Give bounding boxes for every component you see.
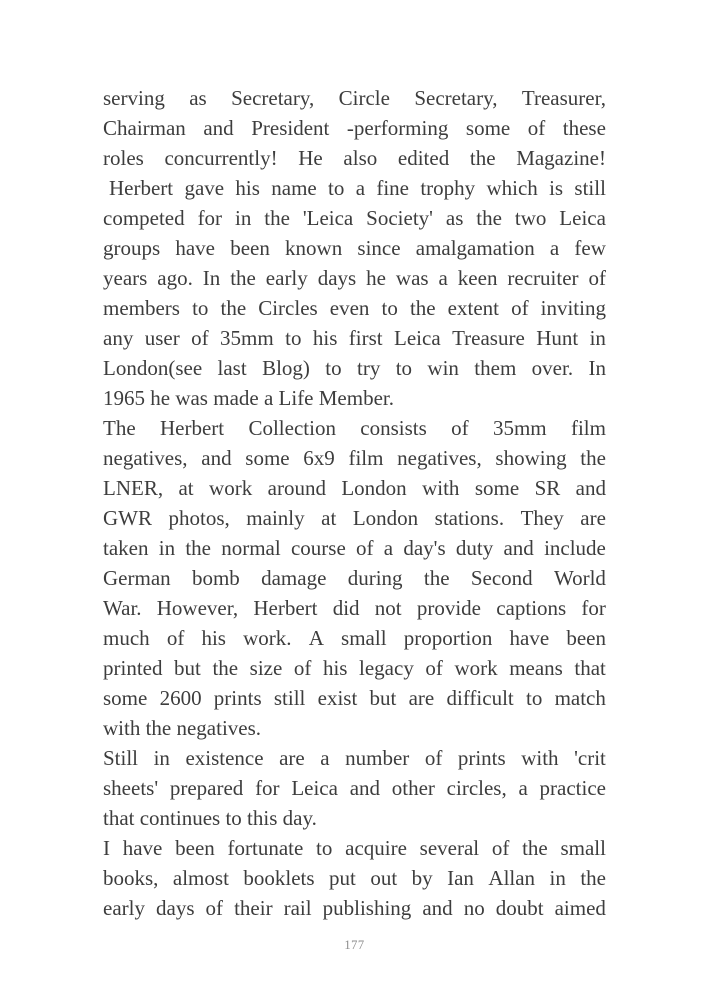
text-line bbox=[103, 893, 606, 923]
word: size bbox=[249, 656, 283, 680]
word: been bbox=[566, 626, 606, 650]
word: at bbox=[321, 506, 337, 530]
word: work. bbox=[243, 626, 292, 650]
word: did bbox=[332, 596, 360, 620]
word: Circle bbox=[338, 86, 390, 110]
word: the bbox=[580, 866, 606, 890]
word: early bbox=[265, 266, 308, 290]
word: of bbox=[424, 746, 443, 770]
word: last bbox=[217, 356, 247, 380]
word: but bbox=[369, 686, 397, 710]
word: his bbox=[235, 176, 260, 200]
word: day's bbox=[403, 536, 446, 560]
page-number: 177 bbox=[344, 938, 365, 952]
word: damage bbox=[261, 566, 327, 590]
word: a bbox=[383, 536, 394, 560]
word: win bbox=[427, 356, 459, 380]
word: President bbox=[251, 116, 330, 140]
text-line bbox=[103, 773, 606, 803]
word: which bbox=[486, 176, 538, 200]
word: small bbox=[560, 836, 606, 860]
word: Ian bbox=[447, 866, 474, 890]
word: exist bbox=[317, 686, 358, 710]
word: of bbox=[293, 656, 312, 680]
word: several bbox=[419, 836, 480, 860]
word: for bbox=[197, 206, 223, 230]
text-line bbox=[103, 683, 606, 713]
word: -performing bbox=[346, 116, 449, 140]
word: other bbox=[391, 776, 435, 800]
word: the bbox=[469, 146, 496, 170]
word: gave bbox=[184, 176, 225, 200]
word: negatives, bbox=[397, 446, 482, 470]
word: user bbox=[144, 326, 180, 350]
word: the bbox=[220, 296, 247, 320]
word: In bbox=[202, 266, 221, 290]
word: showing bbox=[495, 446, 567, 470]
word: taken bbox=[103, 536, 149, 560]
word: acquire bbox=[345, 836, 407, 860]
word: Leica bbox=[394, 326, 441, 350]
word: Leica bbox=[559, 206, 606, 230]
word: the bbox=[580, 446, 606, 470]
word: Society' bbox=[366, 206, 433, 230]
text-line bbox=[103, 833, 606, 863]
word: legacy bbox=[359, 656, 414, 680]
word: extent bbox=[447, 296, 499, 320]
word: have bbox=[509, 626, 550, 650]
word: but bbox=[174, 656, 201, 680]
word: German bbox=[103, 566, 171, 590]
word: concurrently! bbox=[164, 146, 278, 170]
word: publishing bbox=[322, 896, 412, 920]
word: years bbox=[103, 266, 148, 290]
word: in bbox=[589, 326, 606, 350]
word: the bbox=[230, 266, 256, 290]
word: 2600 bbox=[159, 686, 202, 710]
text-line: 1965 he was made a Life Member. bbox=[103, 386, 394, 410]
word: of bbox=[356, 536, 374, 560]
word: sheets' bbox=[103, 776, 159, 800]
word: prepared bbox=[169, 776, 244, 800]
word: are bbox=[580, 506, 606, 530]
word: days bbox=[156, 896, 195, 920]
word: Still bbox=[103, 746, 139, 770]
word: consists bbox=[360, 416, 427, 440]
word: for bbox=[581, 596, 606, 620]
word: match bbox=[554, 686, 606, 710]
word: was bbox=[395, 266, 429, 290]
word: Hunt bbox=[536, 326, 579, 350]
word: known bbox=[285, 236, 343, 260]
word: to bbox=[285, 326, 302, 350]
word: Treasure bbox=[452, 326, 525, 350]
word: Magazine! bbox=[516, 146, 606, 170]
word: the bbox=[264, 206, 290, 230]
word: of bbox=[511, 296, 529, 320]
word: no bbox=[463, 896, 485, 920]
word: London bbox=[352, 506, 419, 530]
word: been bbox=[175, 836, 215, 860]
word: to bbox=[325, 356, 342, 380]
word: a bbox=[549, 236, 560, 260]
word: LNER, bbox=[103, 476, 164, 500]
word: two bbox=[514, 206, 547, 230]
word: 35mm bbox=[492, 416, 547, 440]
word: work bbox=[454, 656, 498, 680]
word: photos, bbox=[168, 506, 230, 530]
text-line: with the negatives. bbox=[103, 716, 262, 740]
word: work bbox=[209, 476, 253, 500]
word: aimed bbox=[554, 896, 606, 920]
word: and bbox=[349, 776, 381, 800]
word: a bbox=[438, 266, 448, 290]
word: almost bbox=[172, 866, 229, 890]
text-line bbox=[103, 323, 606, 353]
text-line bbox=[103, 863, 606, 893]
word: with bbox=[521, 746, 559, 770]
word: a bbox=[355, 176, 366, 200]
word: Treasurer, bbox=[521, 86, 606, 110]
word: the bbox=[476, 206, 502, 230]
word: Secretary, bbox=[231, 86, 315, 110]
word: prints bbox=[457, 746, 506, 770]
word: to bbox=[395, 356, 413, 380]
word: of bbox=[191, 326, 209, 350]
word: of bbox=[166, 626, 185, 650]
word: the bbox=[409, 296, 436, 320]
text-line bbox=[103, 293, 606, 323]
word: by bbox=[411, 866, 433, 890]
word: Secretary, bbox=[414, 86, 498, 110]
word: Herbert bbox=[109, 176, 174, 200]
word: over. bbox=[531, 356, 574, 380]
word: of bbox=[425, 656, 443, 680]
word: the bbox=[185, 536, 211, 560]
word: of bbox=[588, 266, 606, 290]
word: in bbox=[549, 866, 566, 890]
word: a bbox=[320, 746, 330, 770]
word: I bbox=[103, 836, 110, 860]
word: of bbox=[527, 116, 546, 140]
text-line bbox=[103, 233, 606, 263]
text-line: that continues to this day. bbox=[103, 806, 317, 830]
word: Herbert bbox=[253, 596, 318, 620]
word: inviting bbox=[540, 296, 606, 320]
word: small bbox=[341, 626, 387, 650]
text-line bbox=[103, 353, 606, 383]
word: in bbox=[158, 536, 176, 560]
word: ago. bbox=[157, 266, 193, 290]
text-line bbox=[103, 203, 606, 233]
word: his bbox=[312, 326, 338, 350]
word: of bbox=[451, 416, 469, 440]
word: edited bbox=[397, 146, 450, 170]
word: of bbox=[491, 836, 510, 860]
word: competed bbox=[103, 206, 185, 230]
word: that bbox=[574, 656, 606, 680]
word: and bbox=[503, 536, 534, 560]
word: rail bbox=[283, 896, 312, 920]
word: 'crit bbox=[574, 746, 606, 770]
word: some bbox=[245, 446, 290, 470]
word: London bbox=[341, 476, 407, 500]
text-line bbox=[103, 113, 606, 143]
word: They bbox=[520, 506, 564, 530]
word: are bbox=[408, 686, 435, 710]
word: SR bbox=[534, 476, 561, 500]
word: keen bbox=[457, 266, 498, 290]
word: first bbox=[348, 326, 383, 350]
word: not bbox=[374, 596, 402, 620]
word: The bbox=[103, 416, 136, 440]
word: some bbox=[474, 476, 520, 500]
word: provide bbox=[416, 596, 481, 620]
word: out bbox=[370, 866, 398, 890]
word: War. bbox=[103, 596, 142, 620]
word: number bbox=[345, 746, 410, 770]
word: a bbox=[518, 776, 528, 800]
word: as bbox=[445, 206, 464, 230]
word: books, bbox=[103, 866, 159, 890]
word: of bbox=[205, 896, 224, 920]
word: amalgamation bbox=[415, 236, 535, 260]
word: A bbox=[308, 626, 324, 650]
word: also bbox=[343, 146, 378, 170]
text-line bbox=[103, 623, 606, 653]
word: include bbox=[544, 536, 606, 560]
word: GWR bbox=[103, 506, 152, 530]
word: normal bbox=[221, 536, 281, 560]
word: days bbox=[317, 266, 357, 290]
text-line bbox=[103, 413, 606, 443]
word: Blog) bbox=[262, 356, 310, 380]
word: recruiter bbox=[507, 266, 579, 290]
word: with bbox=[422, 476, 460, 500]
word: proportion bbox=[403, 626, 493, 650]
text-line bbox=[103, 503, 606, 533]
word: trophy bbox=[420, 176, 476, 200]
word: to bbox=[381, 296, 398, 320]
word: he bbox=[366, 266, 386, 290]
word: the bbox=[212, 656, 239, 680]
word: serving bbox=[103, 86, 165, 110]
text-block bbox=[103, 83, 606, 923]
word: negatives, bbox=[103, 446, 188, 470]
word: and bbox=[203, 116, 234, 140]
word: bomb bbox=[191, 566, 240, 590]
word: 35mm bbox=[220, 326, 274, 350]
word: Allan bbox=[488, 866, 536, 890]
word: to bbox=[525, 686, 543, 710]
word: few bbox=[574, 236, 606, 260]
word: as bbox=[189, 86, 207, 110]
word: booklets bbox=[243, 866, 315, 890]
word: to bbox=[328, 176, 345, 200]
word: mainly bbox=[246, 506, 305, 530]
word: much bbox=[103, 626, 150, 650]
word: them bbox=[474, 356, 517, 380]
word: fine bbox=[376, 176, 409, 200]
text-line bbox=[103, 563, 606, 593]
word: film bbox=[570, 416, 606, 440]
word: captions bbox=[496, 596, 567, 620]
word: these bbox=[562, 116, 606, 140]
word: for bbox=[255, 776, 280, 800]
word: have bbox=[122, 836, 163, 860]
word: Circles bbox=[258, 296, 318, 320]
word: In bbox=[588, 356, 606, 380]
word: means bbox=[509, 656, 563, 680]
word: Collection bbox=[248, 416, 336, 440]
word: existence bbox=[185, 746, 264, 770]
word: in bbox=[153, 746, 170, 770]
word: Herbert bbox=[159, 416, 225, 440]
word: try bbox=[357, 356, 381, 380]
word: circles, bbox=[446, 776, 507, 800]
word: around bbox=[267, 476, 326, 500]
word: some bbox=[465, 116, 511, 140]
word: and bbox=[575, 476, 606, 500]
word: He bbox=[298, 146, 323, 170]
word: since bbox=[357, 236, 401, 260]
word: even bbox=[329, 296, 370, 320]
word: practice bbox=[539, 776, 606, 800]
word: some bbox=[103, 686, 148, 710]
text-line bbox=[103, 743, 606, 773]
word: and bbox=[201, 446, 232, 470]
text-line bbox=[103, 443, 606, 473]
word: been bbox=[230, 236, 270, 260]
word: Second bbox=[470, 566, 533, 590]
word: Leica bbox=[291, 776, 338, 800]
word: name bbox=[271, 176, 317, 200]
word: to bbox=[316, 836, 333, 860]
text-line bbox=[103, 593, 606, 623]
word: groups bbox=[103, 236, 161, 260]
word: put bbox=[329, 866, 356, 890]
word: his bbox=[322, 656, 348, 680]
word: 'Leica bbox=[302, 206, 354, 230]
word: However, bbox=[156, 596, 239, 620]
word: early bbox=[103, 896, 145, 920]
text-line bbox=[103, 263, 606, 293]
word: the bbox=[522, 836, 548, 860]
word: film bbox=[348, 446, 384, 470]
word: duty bbox=[455, 536, 494, 560]
word: the bbox=[423, 566, 450, 590]
word: and bbox=[422, 896, 453, 920]
text-line bbox=[103, 653, 606, 683]
text-line bbox=[103, 83, 606, 113]
text-line bbox=[103, 173, 606, 203]
word: doubt bbox=[495, 896, 544, 920]
word: still bbox=[273, 686, 306, 710]
word: prints bbox=[213, 686, 262, 710]
word: have bbox=[175, 236, 216, 260]
text-line bbox=[103, 533, 606, 563]
word: still bbox=[574, 176, 606, 200]
word: roles bbox=[103, 146, 144, 170]
word: Chairman bbox=[103, 116, 186, 140]
word: World bbox=[553, 566, 606, 590]
word: London(see bbox=[103, 356, 203, 380]
word: in bbox=[234, 206, 252, 230]
word: members bbox=[103, 296, 180, 320]
word: difficult bbox=[446, 686, 514, 710]
text-line bbox=[103, 473, 606, 503]
text-line bbox=[103, 143, 606, 173]
word: stations. bbox=[434, 506, 505, 530]
word: fortunate bbox=[227, 836, 304, 860]
word: to bbox=[192, 296, 209, 320]
word: printed bbox=[103, 656, 163, 680]
word: course bbox=[290, 536, 346, 560]
word: during bbox=[347, 566, 403, 590]
word: their bbox=[234, 896, 273, 920]
word: are bbox=[279, 746, 305, 770]
word: his bbox=[201, 626, 226, 650]
word: any bbox=[103, 326, 134, 350]
word: 6x9 bbox=[303, 446, 335, 470]
word: is bbox=[549, 176, 564, 200]
word: at bbox=[178, 476, 194, 500]
